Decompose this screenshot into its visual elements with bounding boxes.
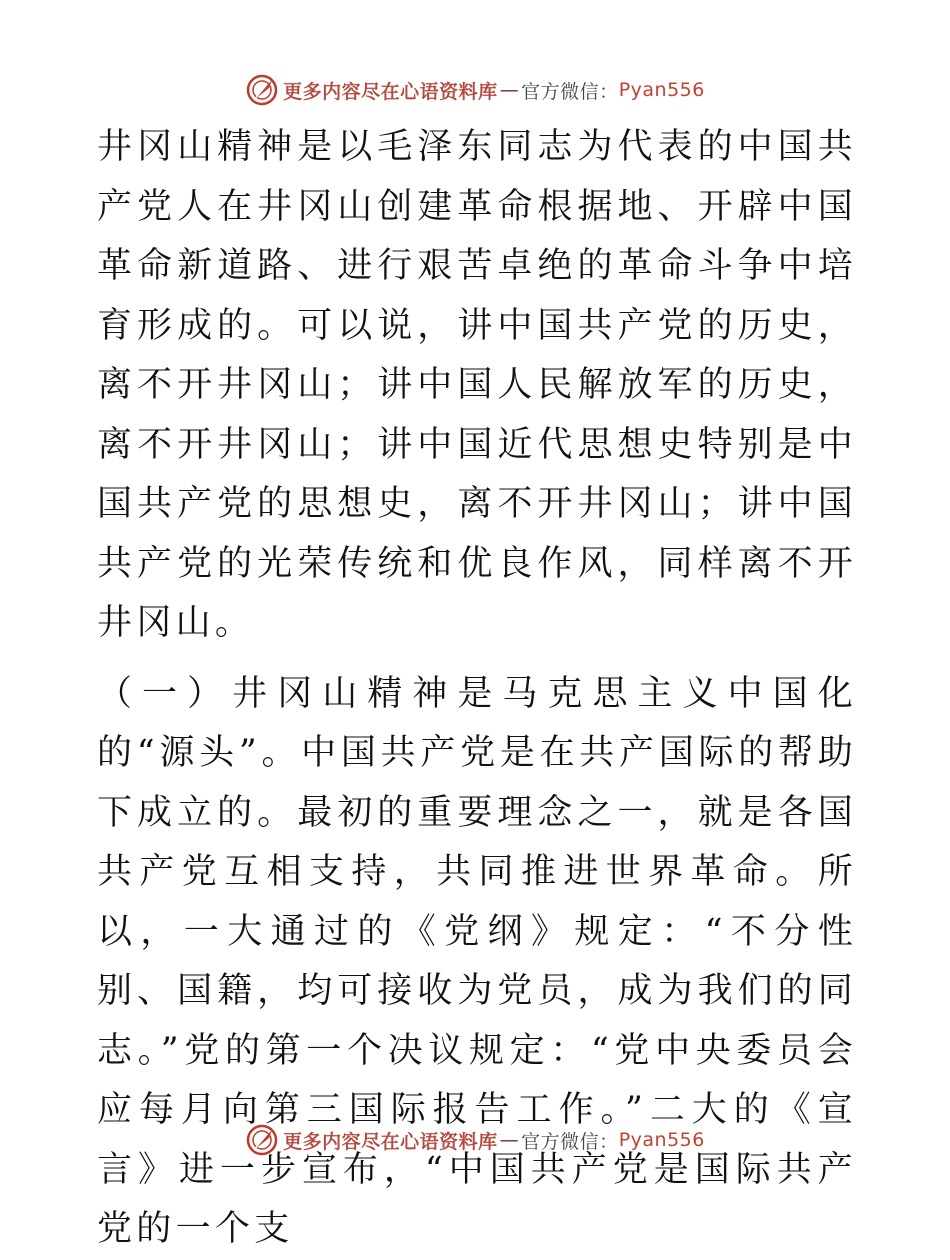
wechat-id: Pyan556 (618, 79, 705, 101)
wechat-id: Pyan556 (618, 1129, 705, 1151)
banner-separator: — (499, 1129, 520, 1151)
quill-logo-icon (245, 73, 279, 107)
paragraph-section-1: （一）井冈山精神是马克思主义中国化的“源头”。中国共产党是在共产国际的帮助下成立的。最初的重要理念之一，就是各国共产党互相支持，共同推进世界革命。所以，一大通过的《党纲》规定：“不分性别、国籍，均可接收为党员，成为我们的同志。”党的第一个决议规定：“党中央委员会应每月向第三国际报告工作。”二大的《宣言》进一步宣布，“中国共产党是国际共产党的一个支 (97, 673, 857, 1249)
wechat-label: 官方微信： (521, 80, 619, 103)
header-banner (0, 70, 950, 110)
paragraph-intro: 井冈山精神是以毛泽东同志为代表的中国共产党人在井冈山创建革命根据地、开辟中国革命新道路、进行艰苦卓绝的革命斗争中培育形成的。可以说，讲中国共产党的历史，离不开井冈山；讲中国人民解放军的历史，离不开井冈山；讲中国近代思想史特别是中国共产党的思想史，离不开井冈山；讲中国共产党的光荣传统和优良作风，同样离不开井冈山。 (97, 127, 857, 643)
site-promo-text: 更多内容尽在心语资料库 (283, 80, 498, 103)
document-body (97, 118, 857, 1260)
site-promo-text: 更多内容尽在心语资料库 (283, 1130, 498, 1153)
banner-separator: — (499, 79, 520, 101)
wechat-label: 官方微信： (521, 1130, 619, 1153)
quill-logo-icon (245, 1123, 279, 1157)
footer-banner (0, 1120, 950, 1160)
